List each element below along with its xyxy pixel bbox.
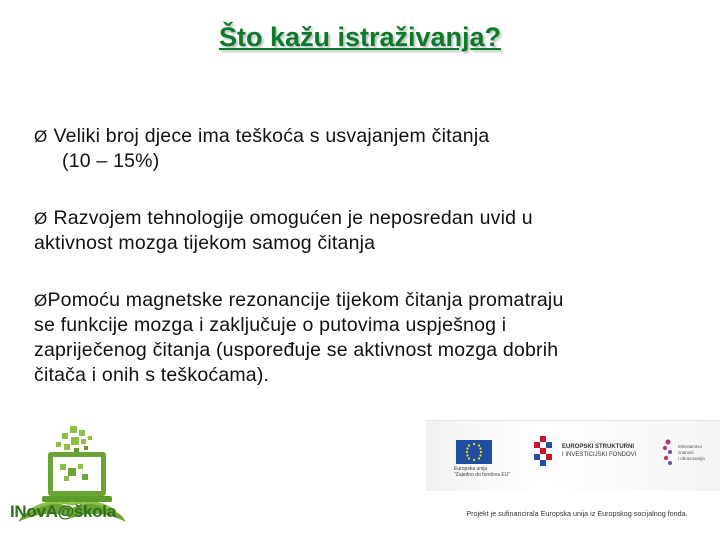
eu-flag-icon (456, 440, 492, 464)
arrow-bullet-icon: Ø (34, 127, 48, 146)
logo-text: INovA@škola (10, 502, 116, 521)
bullet-text: (10 – 15%) (62, 150, 160, 172)
bullet-list (34, 124, 684, 420)
bullet-text: Veliki broj djece ima teškoća s usvajanjem čitanja (53, 125, 490, 147)
esif-label: EUROPSKI STRUKTURNI I INVESTICIJSKI FONDOVI (562, 444, 637, 458)
arrow-bullet-icon: Ø (34, 209, 48, 228)
ministry-logo-icon (662, 438, 674, 466)
bullet-item (34, 124, 684, 174)
arrow-bullet-icon: Ø (34, 291, 48, 310)
bullet-item (34, 288, 684, 388)
page-title: Što kažu istraživanja? (218, 22, 502, 52)
bullet-item (34, 206, 684, 256)
funding-note: Projekt je sufinancirala Europska unija iz Europskog socijalnog fonda. (466, 509, 688, 518)
bullet-text: Pomoću magnetske rezonancije tijekom čitanja promatraju (47, 289, 564, 311)
bullet-text: aktivnost mozga tijekom samog čitanja (34, 232, 376, 254)
eu-funding-banner (402, 394, 720, 540)
eu-caption: Europska unija "Zajedno do fondova EU" (454, 466, 511, 478)
croatian-checkerboard-icon (532, 436, 554, 470)
bullet-text: zapriječenog čitanja (uspoređuje se aktivnost mozga dobrih (34, 339, 559, 361)
bullet-text: Razvojem tehnologije omogućen je neposredan uvid u (53, 207, 533, 229)
bullet-text: se funkcije mozga i zaključuje o putovima uspješnog i (34, 314, 507, 336)
ministry-label: Ministarstvo znanosi i obrazovanja (678, 444, 705, 461)
bullet-text: čitača i onih s teškoćama). (34, 364, 270, 386)
